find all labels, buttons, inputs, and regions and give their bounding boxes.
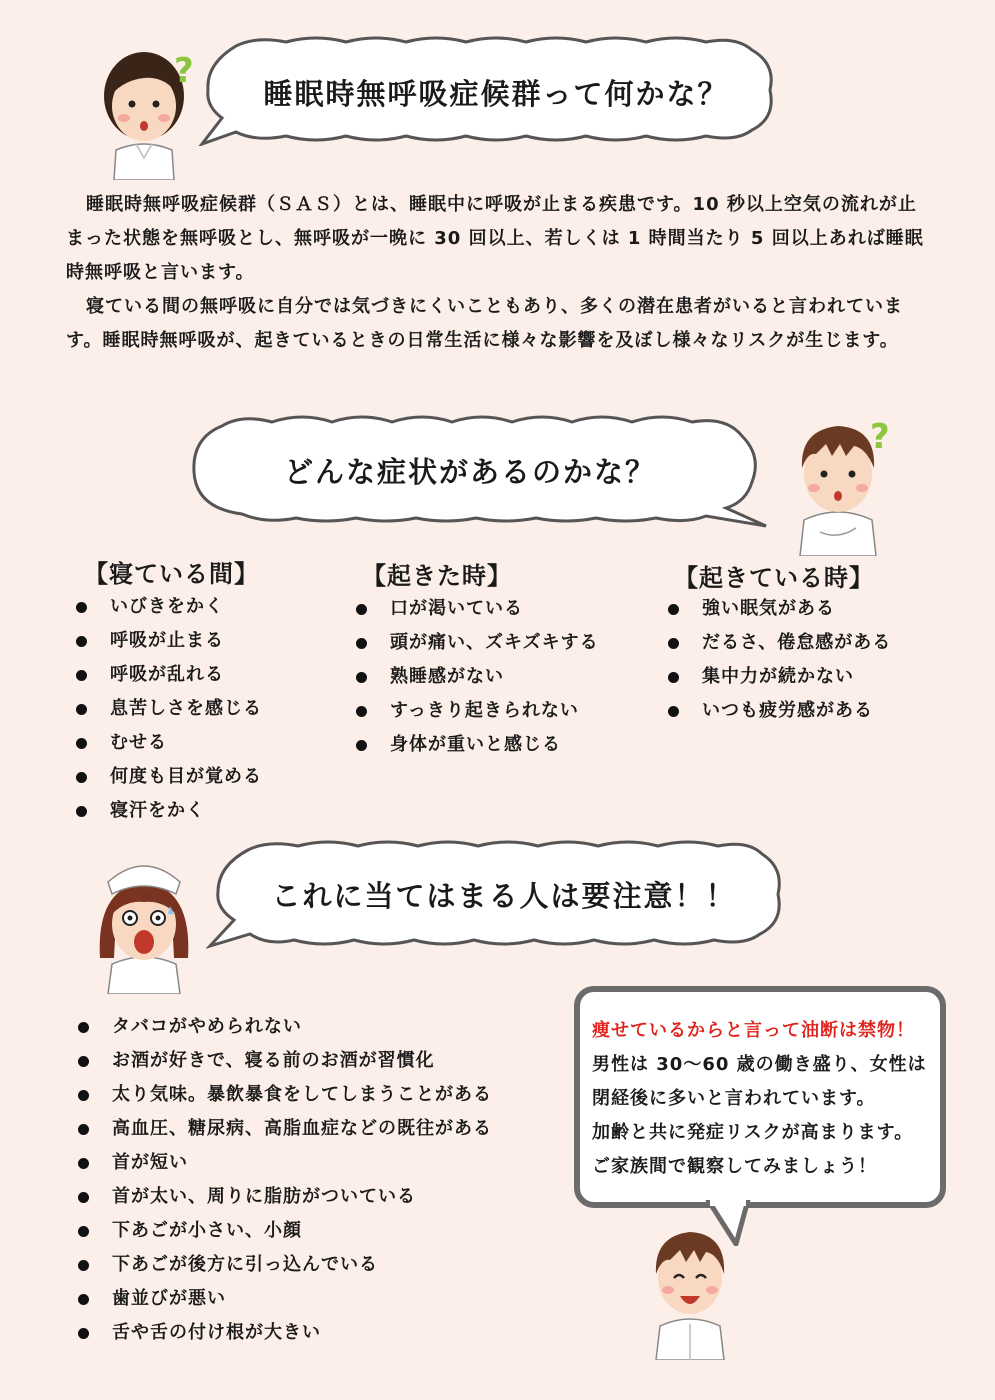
list-item: 首が短い <box>78 1146 492 1180</box>
intro-paragraph-2: 寝ている間の無呼吸に自分では気づきにくいこともあり、多くの潜在患者がいると言われています。睡眠時無呼吸が、起きているときの日常生活に様々な影響を及ぼし様々なリスクが生じます。 <box>66 296 903 351</box>
list-item: お酒が好きで、寝る前のお酒が習慣化 <box>78 1044 492 1078</box>
column-heading-waking: 【起きた時】 <box>362 562 512 590</box>
nurse-surprised-illustration <box>92 848 196 994</box>
list-item: 強い眠気がある <box>668 592 891 626</box>
list-item: 下あごが後方に引っ込んでいる <box>78 1248 492 1282</box>
list-item: 身体が重いと感じる <box>356 728 599 762</box>
doctor-smiling-illustration <box>642 1216 738 1360</box>
list-item: 首が太い、周りに脂肪がついている <box>78 1180 492 1214</box>
list-item: 下あごが小さい、小顔 <box>78 1214 492 1248</box>
list-item: 寝汗をかく <box>76 794 262 828</box>
list-item: 呼吸が止まる <box>76 624 262 658</box>
list-item: いびきをかく <box>76 590 262 624</box>
symptom-list-awake <box>668 592 891 728</box>
symptom-list-sleeping <box>76 590 262 828</box>
note-line: 男性は 30〜60 歳の働き盛り、女性は <box>592 1054 927 1075</box>
intro-paragraph-1: 睡眠時無呼吸症候群（ＳＡＳ）とは、睡眠中に呼吸が止まる疾患です。10 秒以上空気の流れが止まった状態を無呼吸とし、無呼吸が一晩に 30 回以上、若しくは 1 時間当たり 5 回以上あれば睡眠時無呼吸と言います。 <box>66 194 924 283</box>
nurse-thinking-illustration <box>88 40 200 180</box>
list-item: 舌や舌の付け根が大きい <box>78 1316 492 1350</box>
section3-title: これに当てはまる人は要注意！！ <box>271 879 737 913</box>
risk-factor-list <box>78 1010 492 1350</box>
list-item: 呼吸が乱れる <box>76 658 262 692</box>
symptom-list-waking <box>356 592 599 762</box>
note-title: 痩せているからと言って油断は禁物！ <box>592 1020 915 1041</box>
svg-text:?: ? <box>870 417 890 457</box>
svg-text:?: ? <box>174 51 194 91</box>
list-item: 高血圧、糖尿病、高脂血症などの既往がある <box>78 1112 492 1146</box>
list-item: 何度も目が覚める <box>76 760 262 794</box>
column-heading-awake: 【起きている時】 <box>674 564 874 592</box>
list-item: いつも疲労感がある <box>668 694 891 728</box>
list-item: 息苦しさを感じる <box>76 692 262 726</box>
list-item: 太り気味。暴飲暴食をしてしまうことがある <box>78 1078 492 1112</box>
note-line: 加齢と共に発症リスクが高まります。 <box>592 1122 914 1143</box>
list-item: すっきり起きられない <box>356 694 599 728</box>
list-item: 熟睡感がない <box>356 660 599 694</box>
note-line: 閉経後に多いと言われています。 <box>592 1088 876 1109</box>
list-item: だるさ、倦怠感がある <box>668 626 891 660</box>
list-item: 歯並びが悪い <box>78 1282 492 1316</box>
caution-note-box <box>574 986 946 1208</box>
column-heading-sleeping: 【寝ている間】 <box>84 560 259 588</box>
list-item: タバコがやめられない <box>78 1010 492 1044</box>
list-item: 頭が痛い、ズキズキする <box>356 626 599 660</box>
section2-title: どんな症状があるのかな？ <box>283 455 656 489</box>
list-item: むせる <box>76 726 262 760</box>
list-item: 口が渇いている <box>356 592 599 626</box>
section1-title: 睡眠時無呼吸症候群って何かな？ <box>263 77 729 111</box>
note-line: ご家族間で観察してみましょう！ <box>592 1156 877 1177</box>
doctor-thinking-illustration <box>782 408 898 556</box>
list-item: 集中力が続かない <box>668 660 891 694</box>
